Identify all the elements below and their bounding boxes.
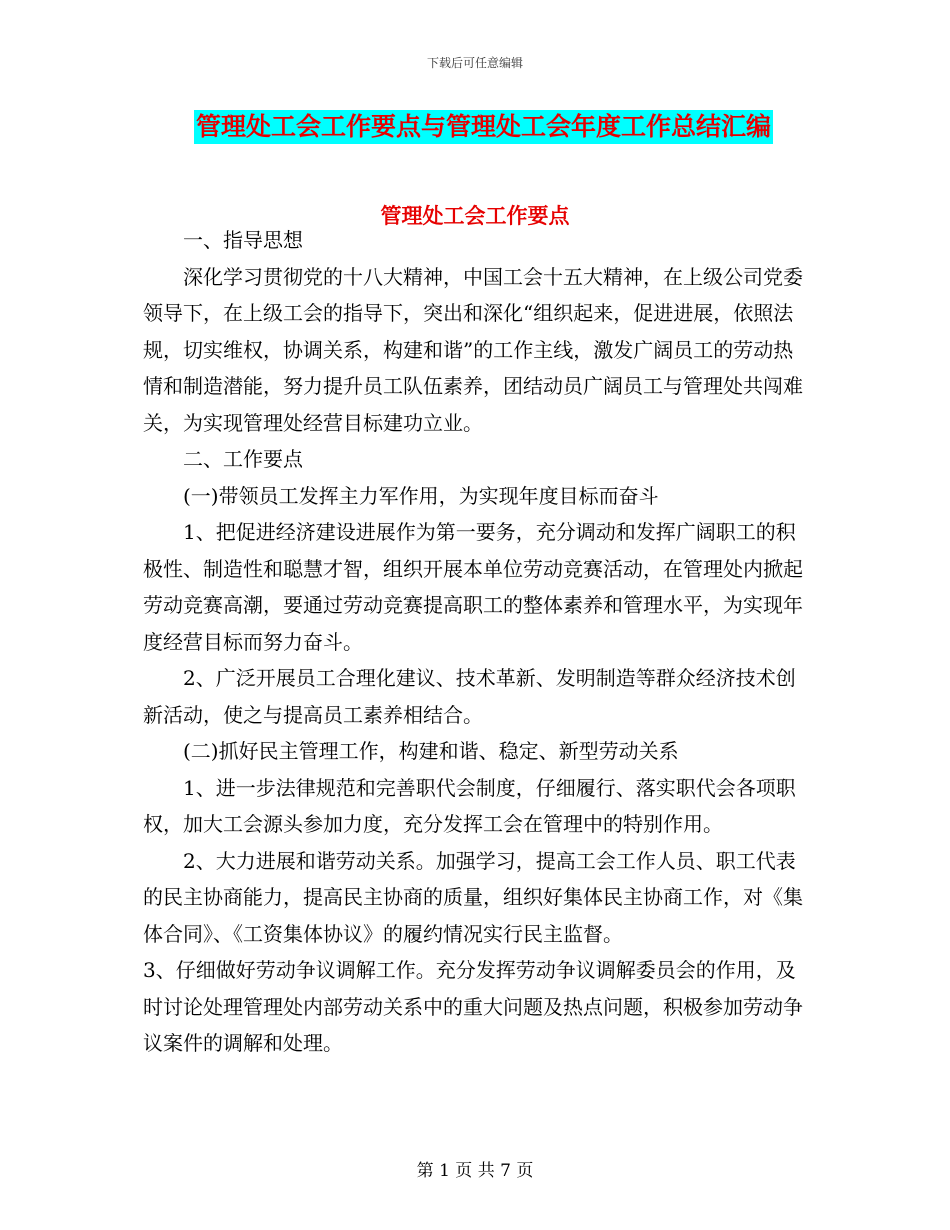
- subheading: (二)抓好民主管理工作，构建和谐、稳定、新型劳动关系: [183, 739, 679, 763]
- page-footer: 第 1 页 共 7 页: [416, 1161, 534, 1181]
- heading-guiding-thought: 一、指导思想: [183, 228, 303, 252]
- paragraph: 1、进一步法律规范和完善职代会制度，仔细履行、落实职代会各项职权，加大工会源头参加力度，充分发挥工会在管理中的特别作用。: [143, 775, 796, 836]
- paragraph: 深化学习贯彻党的十八大精神，中国工会十五大精神，在上级公司党委领导下，在上级工会的指导下，突出和深化“组织起来，促进进展，依照法规，切实维权，协调关系，构建和谐”的工作主线，激发广阔员工的劳动热情和制造潜能，努力提升员工队伍素养，团结动员广阔员工与管理处共闯难关，为实现管理处经营目标建功立业。: [143, 264, 803, 435]
- document-body: [143, 222, 811, 1062]
- section-title: 管理处工会工作要点: [380, 203, 570, 228]
- subheading: (一)带领员工发挥主力军作用，为实现年度目标而奋斗: [183, 483, 659, 508]
- paragraph: 2、广泛开展员工合理化建议、技术革新、发明制造等群众经济技术创新活动，使之与提高员工素养相结合。: [143, 666, 796, 727]
- document-title: 管理处工会工作要点与管理处工会年度工作总结汇编: [194, 110, 773, 144]
- heading-work-points: 二、工作要点: [183, 447, 303, 471]
- paragraph: 1、把促进经济建设进展作为第一要务，充分调动和发挥广阔职工的积极性、制造性和聪慧才智，组织开展本单位劳动竞赛活动，在管理处内掀起劳动竞赛高潮，要通过劳动竞赛提高职工的整体素养和管理水平，为实现年度经营目标而努力奋斗。: [143, 520, 803, 654]
- paragraph: 2、大力进展和谐劳动关系。加强学习，提高工会工作人员、职工代表的民主协商能力，提高民主协商的质量，组织好集体民主协商工作，对《集体合同》、《工资集体协议》的履约情况实行民主监督。: [143, 848, 803, 946]
- header-note: 下载后可任意编辑: [426, 56, 523, 70]
- paragraph: 3、仔细做好劳动争议调解工作。充分发挥劳动争议调解委员会的作用，及时讨论处理管理处内部劳动关系中的重大问题及热点问题，积极参加劳动争议案件的调解和处理。: [143, 958, 803, 1055]
